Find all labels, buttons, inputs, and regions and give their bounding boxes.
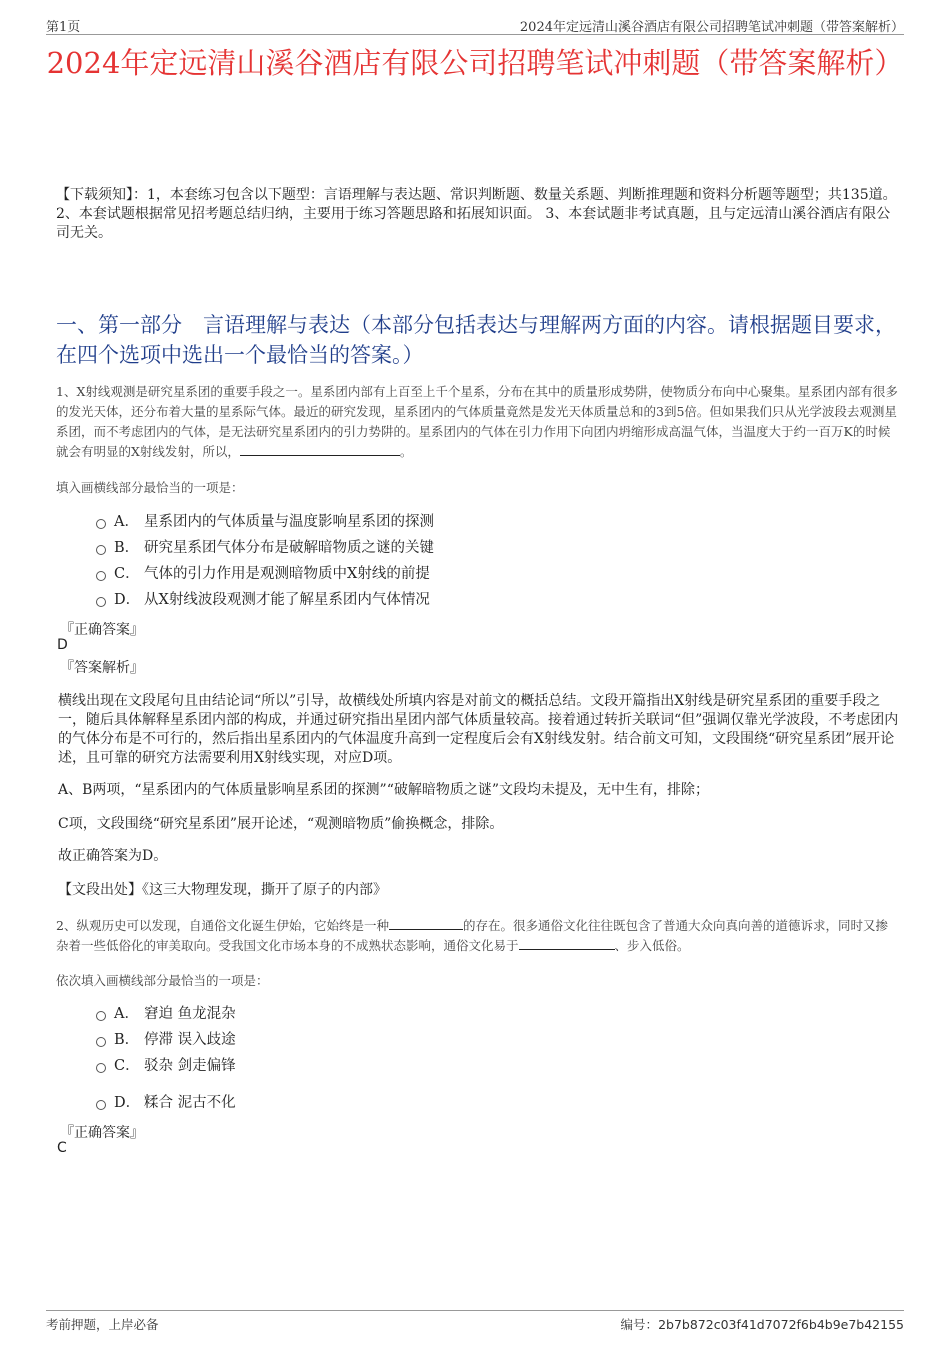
q1-analysis-paragraph: C项，文段围绕“研究星系团”展开论述，“观测暗物质”偷换概念，排除。 — [58, 816, 504, 832]
page-footer — [46, 1310, 904, 1333]
radio-icon[interactable] — [96, 545, 106, 555]
q1-source: 【文段出处】《这三大物理发现，撕开了原子的内部》 — [58, 882, 387, 898]
q1-option-d[interactable]: D． 从X射线波段观测才能了解星系团内气体情况 — [96, 590, 430, 610]
q2-option-d[interactable]: D． 糅合 泥古不化 — [96, 1093, 236, 1113]
radio-icon[interactable] — [96, 1100, 106, 1110]
q1-answer-label: 『正确答案』 — [60, 622, 144, 638]
question-1-stem: 1、X射线观测是研究星系团的重要手段之一。星系团内部有上百至上千个星系，分布在其中的质量形成势阱，使物质分布向中心聚集。星系团内部有很多的发光天体，还分布着大量的星系际气体。最近的研究发现，星系团内的气体质量竟然是发光天体质量总和的3到5倍。但如果我们只从光学波段去观测星系团，而不考虑团内的气体，是无法研究星系团内的引力势阱的。星系团内的气体在引力作用下向团内坍缩形成高温气体，当温度大于约一百万K的时候就会有明显的X射线发射，所以， 。 — [56, 384, 898, 459]
q1-analysis-paragraph: A、B两项，“星系团内的气体质量影响星系团的探测”“破解暗物质之谜”文段均未提及，无中生有，排除； — [58, 782, 710, 798]
q1-option-b[interactable]: B． 研究星系团气体分布是破解暗物质之谜的关键 — [96, 538, 434, 558]
radio-icon[interactable] — [96, 1037, 106, 1047]
radio-icon[interactable] — [96, 571, 106, 581]
radio-icon[interactable] — [96, 1063, 106, 1073]
document-title: 2024年定远清山溪谷酒店有限公司招聘笔试冲刺题（带答案解析） — [46, 46, 904, 80]
q1-analysis-label: 『答案解析』 — [60, 660, 144, 676]
radio-icon[interactable] — [96, 519, 106, 529]
header-doc-title: 2024年定远清山溪谷酒店有限公司招聘笔试冲刺题（带答案解析） — [519, 20, 904, 35]
q1-answer: D — [57, 637, 68, 653]
q1-analysis-paragraph: 横线出现在文段尾句且由结论词“所以”引导，故横线处所填内容是对前文的概括总结。文段开篇指出X射线是研究星系团的重要手段之一，随后具体解释星系团内部的构成，并通过研究指出星团内部气体质量较高。接着通过转折关联词“但”强调仅靠光学波段，不考虑团内的气体分布是不可行的，然后指出星系团内的气体温度升高到一定程度后会有X射线发射。结合前文可知，文段围绕“研究星系团”展开论述，且可靠的研究方法需要利用X射线实现，对应D项。 — [58, 693, 899, 766]
radio-icon[interactable] — [96, 1011, 106, 1021]
q1-option-c[interactable]: C． 气体的引力作用是观测暗物质中X射线的前提 — [96, 564, 430, 584]
page-header — [46, 14, 904, 35]
section-title: 一、第一部分 言语理解与表达（本部分包括表达与理解两方面的内容。请根据题目要求，在四个选项中选出一个最恰当的答案。） — [56, 313, 896, 367]
download-notice: 【下载须知】：1，本套练习包含以下题型：言语理解与表达题、常识判断题、数量关系题、判断推理题和资料分析题等题型；共135道。 2、本套试题根据常见招考题总结归纳，主要用于练习答题思路和拓展知识面。 3、本套试题非考试真题，且与定远清山溪谷酒店有限公司无关。 — [56, 187, 897, 241]
q1-analysis-paragraph: 故正确答案为D。 — [58, 848, 168, 864]
page-number: 第1页 — [46, 20, 81, 35]
q1-option-a[interactable]: A． 星系团内的气体质量与温度影响星系团的探测 — [96, 512, 434, 532]
fill-blank — [240, 443, 400, 456]
question-2-prompt: 依次填入画横线部分最恰当的一项是： — [56, 973, 269, 988]
fill-blank — [519, 937, 615, 950]
question-1-prompt: 填入画横线部分最恰当的一项是： — [56, 480, 244, 495]
footer-slogan: 考前押题，上岸必备 — [46, 1317, 159, 1332]
fill-blank — [389, 917, 463, 930]
question-2-stem: 2、纵观历史可以发现，自通俗文化诞生伊始，它始终是一种 的存在。很多通俗文化往往既包含了普通大众向真向善的道德诉求，同时又掺杂着一些低俗化的审美取向。受我国文化市场本身的不成熟状态影响，通俗文化易于 、步入低俗。 — [56, 918, 888, 953]
q2-option-c[interactable]: C． 驳杂 剑走偏锋 — [96, 1056, 236, 1076]
document-code: 编号：2b7b872c03f41d7072f6b4b9e7b42155 — [620, 1317, 904, 1332]
q2-answer: C — [57, 1140, 67, 1156]
q2-option-b[interactable]: B． 停滞 误入歧途 — [96, 1030, 236, 1050]
q2-option-a[interactable]: A． 窘迫 鱼龙混杂 — [96, 1004, 236, 1024]
q2-answer-label: 『正确答案』 — [60, 1125, 144, 1141]
radio-icon[interactable] — [96, 597, 106, 607]
